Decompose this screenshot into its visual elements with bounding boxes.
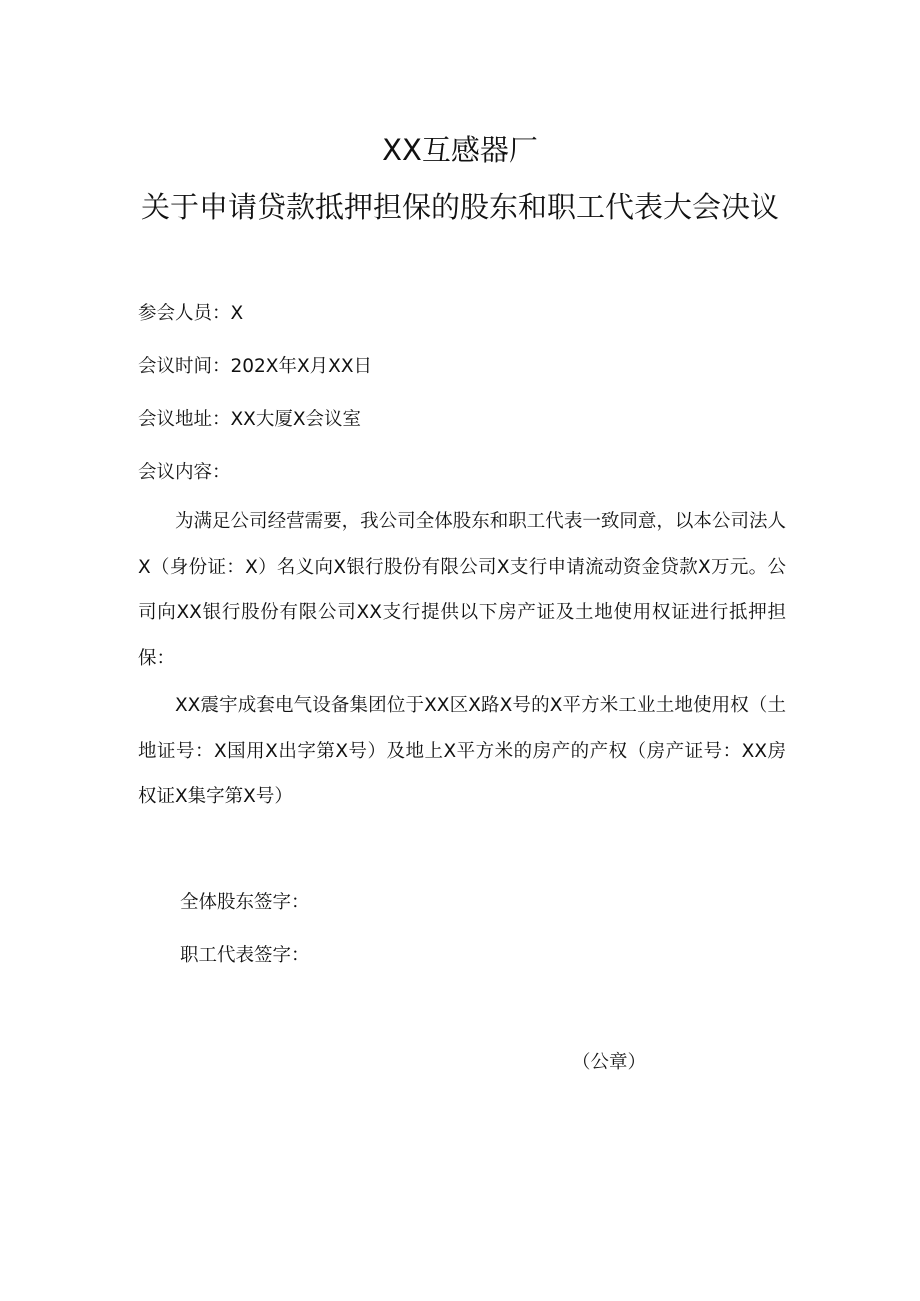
company-seal-label: （公章） <box>572 1052 647 1073</box>
shareholders-signature-label: 全体股东签字： <box>180 892 310 913</box>
employee-reps-signature-label: 职工代表签字： <box>180 945 310 966</box>
attendees-field: 参会人员：X <box>138 303 244 324</box>
document-title-main: 关于申请贷款抵押担保的股东和职工代表大会决议 <box>140 190 779 224</box>
document-title-company: XX互感器厂 <box>382 133 538 167</box>
loan-resolution-paragraph: 为满足公司经营需要，我公司全体股东和职工代表一致同意，以本公司法人X（身份证：X）名义向X银行股份有限公司X支行申请流动资金贷款X万元。公司向XX银行股份有限公司XX支行提供以下房产证及土地使用权证进行抵押担保： <box>138 511 786 669</box>
meeting-content-label: 会议内容： <box>138 462 231 483</box>
meeting-address-field: 会议地址：XX大厦X会议室 <box>138 409 362 430</box>
meeting-time-field: 会议时间：202X年X月XX日 <box>138 356 373 377</box>
collateral-paragraph: XX震宇成套电气设备集团位于XX区X路X号的X平方米工业土地使用权（土地证号：X国用X出字第X号）及地上X平方米的房产的产权（房产证号：XX房权证X集字第X号） <box>138 695 786 807</box>
